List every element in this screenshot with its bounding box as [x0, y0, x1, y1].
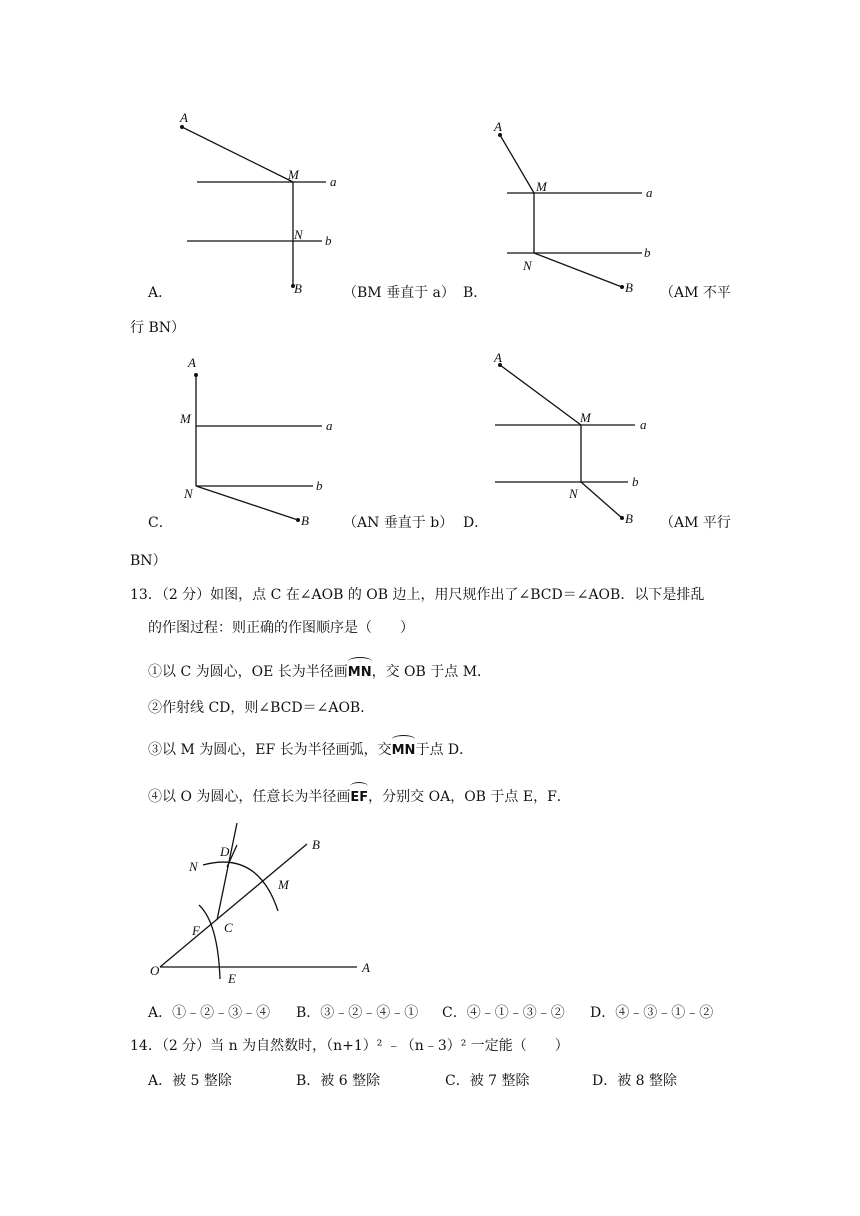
- label-N: N: [569, 486, 578, 501]
- q13-choice-c[interactable]: C．④﹣①﹣③﹣②: [442, 1005, 565, 1021]
- q13-choice-d[interactable]: D．④﹣③﹣①﹣②: [590, 1005, 714, 1021]
- option-b-note-continued: 行 BN）: [130, 320, 185, 336]
- label-O: O: [150, 963, 160, 978]
- q13-stem-line2: 的作图过程：则正确的作图顺序是（ ）: [148, 620, 414, 636]
- figure-option-c: [170, 350, 350, 530]
- q14-choice-d[interactable]: D．被 8 整除: [592, 1073, 678, 1089]
- label-D: D: [220, 844, 230, 859]
- label-A: A: [494, 350, 502, 365]
- label-E: E: [228, 971, 236, 986]
- q13-choice-b[interactable]: B．③﹣②﹣④﹣①: [296, 1005, 419, 1021]
- label-C: C: [224, 920, 233, 935]
- label-B: B: [301, 513, 309, 528]
- option-b-note: （AM 不平: [660, 285, 731, 301]
- step3-text-end: 于点 D．: [415, 742, 474, 758]
- q13-construction-figure: [140, 815, 400, 990]
- label-B: B: [294, 281, 302, 296]
- option-a-note: （BM 垂直于 a）: [343, 285, 455, 301]
- label-B: B: [312, 837, 320, 852]
- step1-text: ①以 C 为圆心，OE 长为半径画: [148, 664, 348, 680]
- label-M: M: [180, 411, 191, 426]
- option-c-label[interactable]: C．: [148, 515, 173, 531]
- label-A: A: [494, 119, 502, 134]
- label-b: b: [644, 245, 651, 260]
- q13-choice-a[interactable]: A．①﹣②﹣③﹣④: [148, 1005, 271, 1021]
- option-d-label[interactable]: D．: [463, 515, 489, 531]
- label-A: A: [180, 110, 188, 125]
- label-b: b: [325, 233, 332, 248]
- label-N: N: [184, 486, 193, 501]
- arc-mn-symbol: MN: [392, 738, 416, 761]
- q13-step1: [148, 660, 491, 683]
- label-b: b: [316, 478, 323, 493]
- option-d-note: （AM 平行: [660, 515, 731, 531]
- figure-option-d: [480, 350, 680, 535]
- label-a: a: [646, 185, 653, 200]
- q13-step3: [148, 738, 473, 761]
- step4-text: ④以 O 为圆心，任意长为半径画: [148, 789, 351, 805]
- option-d-note-continued: BN）: [130, 553, 167, 569]
- label-N: N: [523, 258, 532, 273]
- label-M: M: [580, 410, 591, 425]
- q13-stem-line1: 13．（2 分）如图，点 C 在∠AOB 的 OB 边上，用尺规作出了∠BCD＝∠AOB．以下是排乱: [130, 587, 705, 603]
- label-F: F: [192, 923, 200, 938]
- arc-ef-symbol: EF: [350, 785, 368, 808]
- step4-text-end: ，分别交 OA，OB 于点 E，F．: [368, 789, 571, 805]
- label-M: M: [536, 179, 547, 194]
- q13-step2: ②作射线 CD，则∠BCD＝∠AOB．: [148, 700, 375, 716]
- q14-choice-b[interactable]: B．被 6 整除: [296, 1073, 381, 1089]
- option-b-label[interactable]: B．: [463, 285, 488, 301]
- label-a: a: [640, 417, 647, 432]
- label-N: N: [189, 859, 198, 874]
- label-M: M: [288, 167, 299, 182]
- figure-option-a: [140, 105, 360, 300]
- label-B: B: [625, 280, 633, 295]
- q14-choice-c[interactable]: C．被 7 整除: [445, 1073, 530, 1089]
- label-b: b: [632, 474, 639, 489]
- figure-option-b: [480, 115, 680, 300]
- label-B: B: [625, 511, 633, 526]
- step1-text-end: ，交 OB 于点 M．: [371, 664, 492, 680]
- label-A: A: [188, 355, 196, 370]
- label-a: a: [330, 174, 337, 189]
- q13-step4: [148, 785, 571, 808]
- label-M: M: [278, 877, 289, 892]
- arc-mn-symbol: MN: [348, 660, 372, 683]
- label-A: A: [362, 960, 370, 975]
- q14-choice-a[interactable]: A．被 5 整除: [148, 1073, 232, 1089]
- step3-text: ③以 M 为圆心，EF 长为半径画弧，交: [148, 742, 392, 758]
- option-a-label[interactable]: A．: [148, 285, 173, 301]
- label-N: N: [294, 227, 303, 242]
- q14-stem: 14．（2 分）当 n 为自然数时，（n+1）² ﹣（n﹣3）² 一定能（ ）: [130, 1038, 569, 1054]
- option-c-note: （AN 垂直于 b）: [343, 515, 454, 531]
- label-a: a: [326, 418, 333, 433]
